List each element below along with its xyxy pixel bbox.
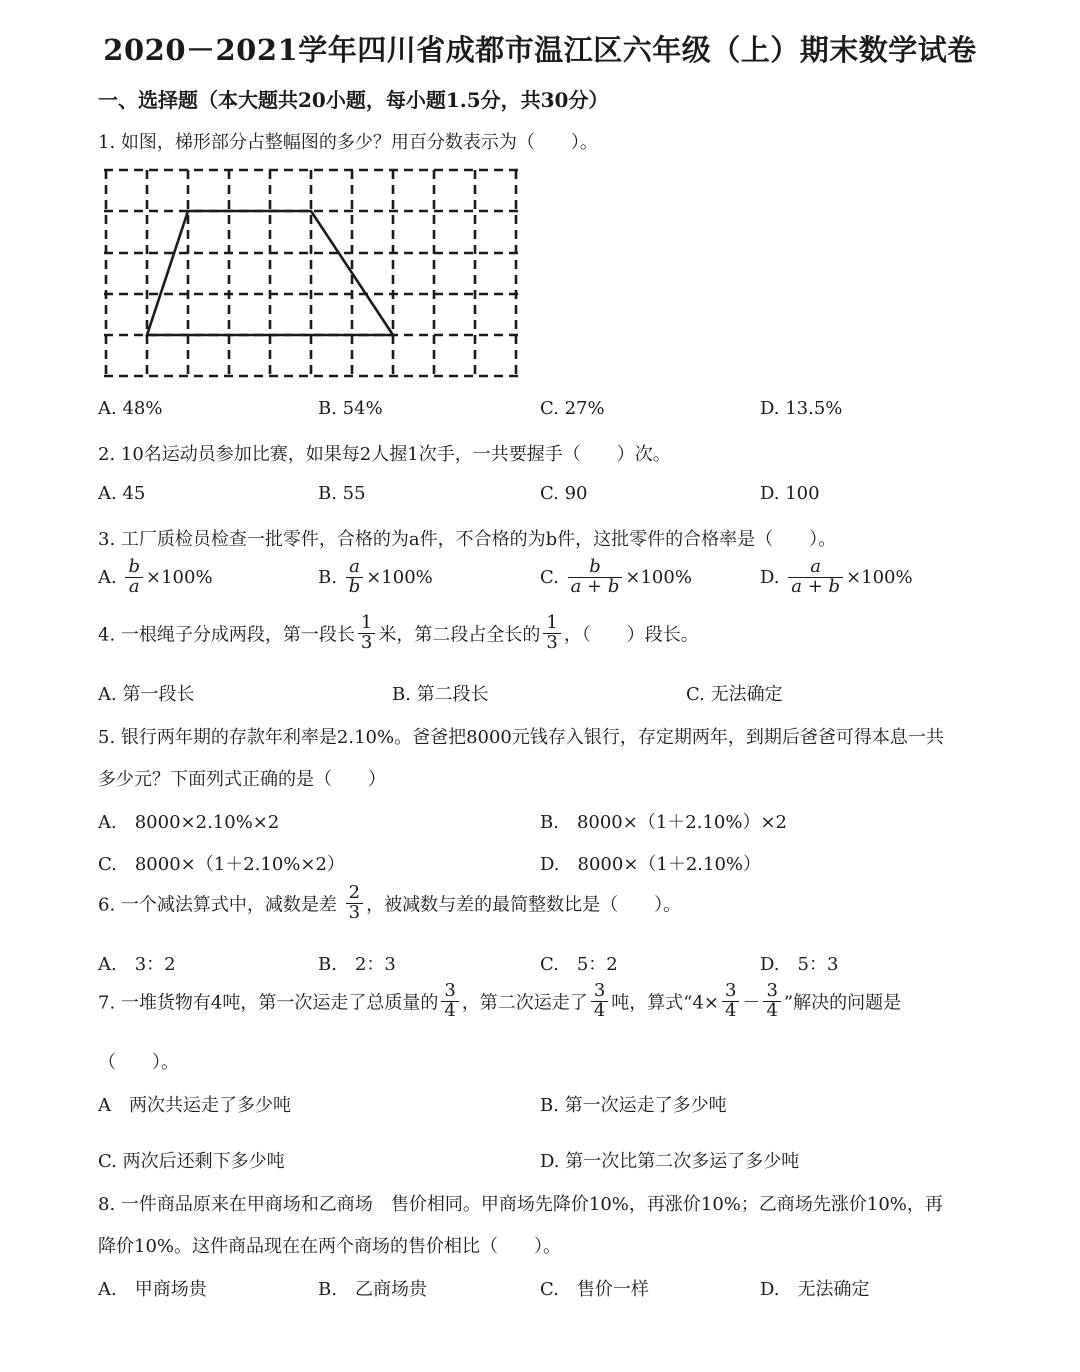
q2-option-c[interactable]: C. 90 bbox=[540, 483, 588, 504]
q6-option-d[interactable]: D. 5：3 bbox=[760, 954, 839, 975]
question-2-text: 2. 10名运动员参加比赛，如果每2人握1次手，一共要握手（ ）次。 bbox=[98, 444, 671, 465]
q3-option-b[interactable]: B. $\frac{a}{b}$ ×100% bbox=[318, 556, 433, 597]
trapezoid-shape bbox=[147, 211, 393, 335]
q2-option-b[interactable]: B. 55 bbox=[318, 483, 366, 504]
q4-option-c[interactable]: C. 无法确定 bbox=[686, 684, 783, 705]
q5-option-b[interactable]: B. 8000×（1＋2.10%）×2 bbox=[540, 812, 788, 833]
question-1-text: 1. 如图，梯形部分占整幅图的多少？用百分数表示为（ ）。 bbox=[98, 132, 598, 153]
q1-option-d[interactable]: D. 13.5% bbox=[760, 398, 843, 419]
q8-option-c[interactable]: C. 售价一样 bbox=[540, 1279, 649, 1300]
q7-option-b[interactable]: B. 第一次运走了多少吨 bbox=[540, 1095, 727, 1116]
fraction: $\frac{3}{4}$ bbox=[763, 982, 780, 1021]
question-7-text: 7. 一堆货物有4吨，第一次运走了总质量的 $\frac{3}{4}$ ，第二次运走了 $\frac{3}{4}$ 吨，算式“4× $\frac{3}{4}$ － $\frac{3}{4}$ ”解决的问题是 bbox=[98, 980, 902, 1021]
fraction: $\frac{3}{4}$ bbox=[591, 982, 608, 1021]
q2-option-d[interactable]: D. 100 bbox=[760, 483, 820, 504]
page-title: 2020－2021学年四川省成都市温江区六年级（上）期末数学试卷 bbox=[103, 33, 977, 67]
question-3-text: 3. 工厂质检员检查一批零件，合格的为a件，不合格的为b件，这批零件的合格率是（ ）。 bbox=[98, 529, 837, 550]
q6-option-c[interactable]: C. 5：2 bbox=[540, 954, 618, 975]
question-4-text: 4. 一根绳子分成两段，第一段长 $\frac{1}{3}$ 米，第二段占全长的 $\frac{1}{3}$ ，（ ）段长。 bbox=[98, 612, 699, 653]
fraction: $\frac{a}{a + b}$ bbox=[788, 558, 843, 597]
q7-option-d[interactable]: D. 第一次比第二次多运了多少吨 bbox=[540, 1151, 800, 1172]
section-heading: 一、选择题（本大题共20小题，每小题1.5分，共30分） bbox=[98, 88, 609, 112]
question-7-line-2: （ ）。 bbox=[98, 1052, 179, 1073]
q1-option-b[interactable]: B. 54% bbox=[318, 398, 383, 419]
question-5-line-2: 多少元？下面列式正确的是（ ） bbox=[98, 769, 386, 790]
q3-option-d[interactable]: D. $\frac{a}{a + b}$ ×100% bbox=[760, 556, 913, 597]
fraction: $\frac{1}{3}$ bbox=[358, 614, 375, 653]
q4-option-b[interactable]: B. 第二段长 bbox=[392, 684, 489, 705]
q8-option-a[interactable]: A. 甲商场贵 bbox=[98, 1279, 207, 1300]
fraction: $\frac{b}{a + b}$ bbox=[568, 558, 623, 597]
question-8-line-2: 降价10%。这件商品现在在两个商场的售价相比（ ）。 bbox=[98, 1236, 562, 1257]
q7-option-c[interactable]: C. 两次后还剩下多少吨 bbox=[98, 1151, 285, 1172]
question-6-text: 6. 一个减法算式中，减数是差 $\frac{2}{3}$ ，被减数与差的最简整数比是（ ）。 bbox=[98, 882, 682, 923]
q5-option-c[interactable]: C. 8000×（1＋2.10%×2） bbox=[98, 854, 345, 875]
question-8-line-1: 8. 一件商品原来在甲商场和乙商场 售价相同。甲商场先降价10%，再涨价10%；乙商场先涨价10%，再 bbox=[98, 1194, 943, 1215]
q2-option-a[interactable]: A. 45 bbox=[98, 483, 146, 504]
fraction: $\frac{2}{3}$ bbox=[346, 884, 363, 923]
q8-option-b[interactable]: B. 乙商场贵 bbox=[318, 1279, 427, 1300]
q1-option-c[interactable]: C. 27% bbox=[540, 398, 605, 419]
fraction: $\frac{a}{b}$ bbox=[346, 558, 364, 597]
q6-option-a[interactable]: A. 3：2 bbox=[98, 954, 176, 975]
fraction: $\frac{3}{4}$ bbox=[441, 982, 458, 1021]
q7-option-a[interactable]: A 两次共运走了多少吨 bbox=[98, 1095, 291, 1116]
fraction: $\frac{b}{a}$ bbox=[125, 558, 143, 597]
trapezoid-grid-figure bbox=[100, 165, 524, 383]
question-5-line-1: 5. 银行两年期的存款年利率是2.10%。爸爸把8000元钱存入银行，存定期两年，到期后爸爸可得本息一共 bbox=[98, 727, 944, 748]
q3-option-c[interactable]: C. $\frac{b}{a + b}$ ×100% bbox=[540, 556, 692, 597]
q4-option-a[interactable]: A. 第一段长 bbox=[98, 684, 195, 705]
q5-option-a[interactable]: A. 8000×2.10%×2 bbox=[98, 812, 280, 833]
q6-option-b[interactable]: B. 2：3 bbox=[318, 954, 396, 975]
q1-option-a[interactable]: A. 48% bbox=[98, 398, 163, 419]
q3-option-a[interactable]: A. $\frac{b}{a}$ ×100% bbox=[98, 556, 213, 597]
fraction: $\frac{1}{3}$ bbox=[543, 614, 560, 653]
q8-option-d[interactable]: D. 无法确定 bbox=[760, 1279, 870, 1300]
fraction: $\frac{3}{4}$ bbox=[722, 982, 739, 1021]
q5-option-d[interactable]: D. 8000×（1＋2.10%） bbox=[540, 854, 762, 875]
